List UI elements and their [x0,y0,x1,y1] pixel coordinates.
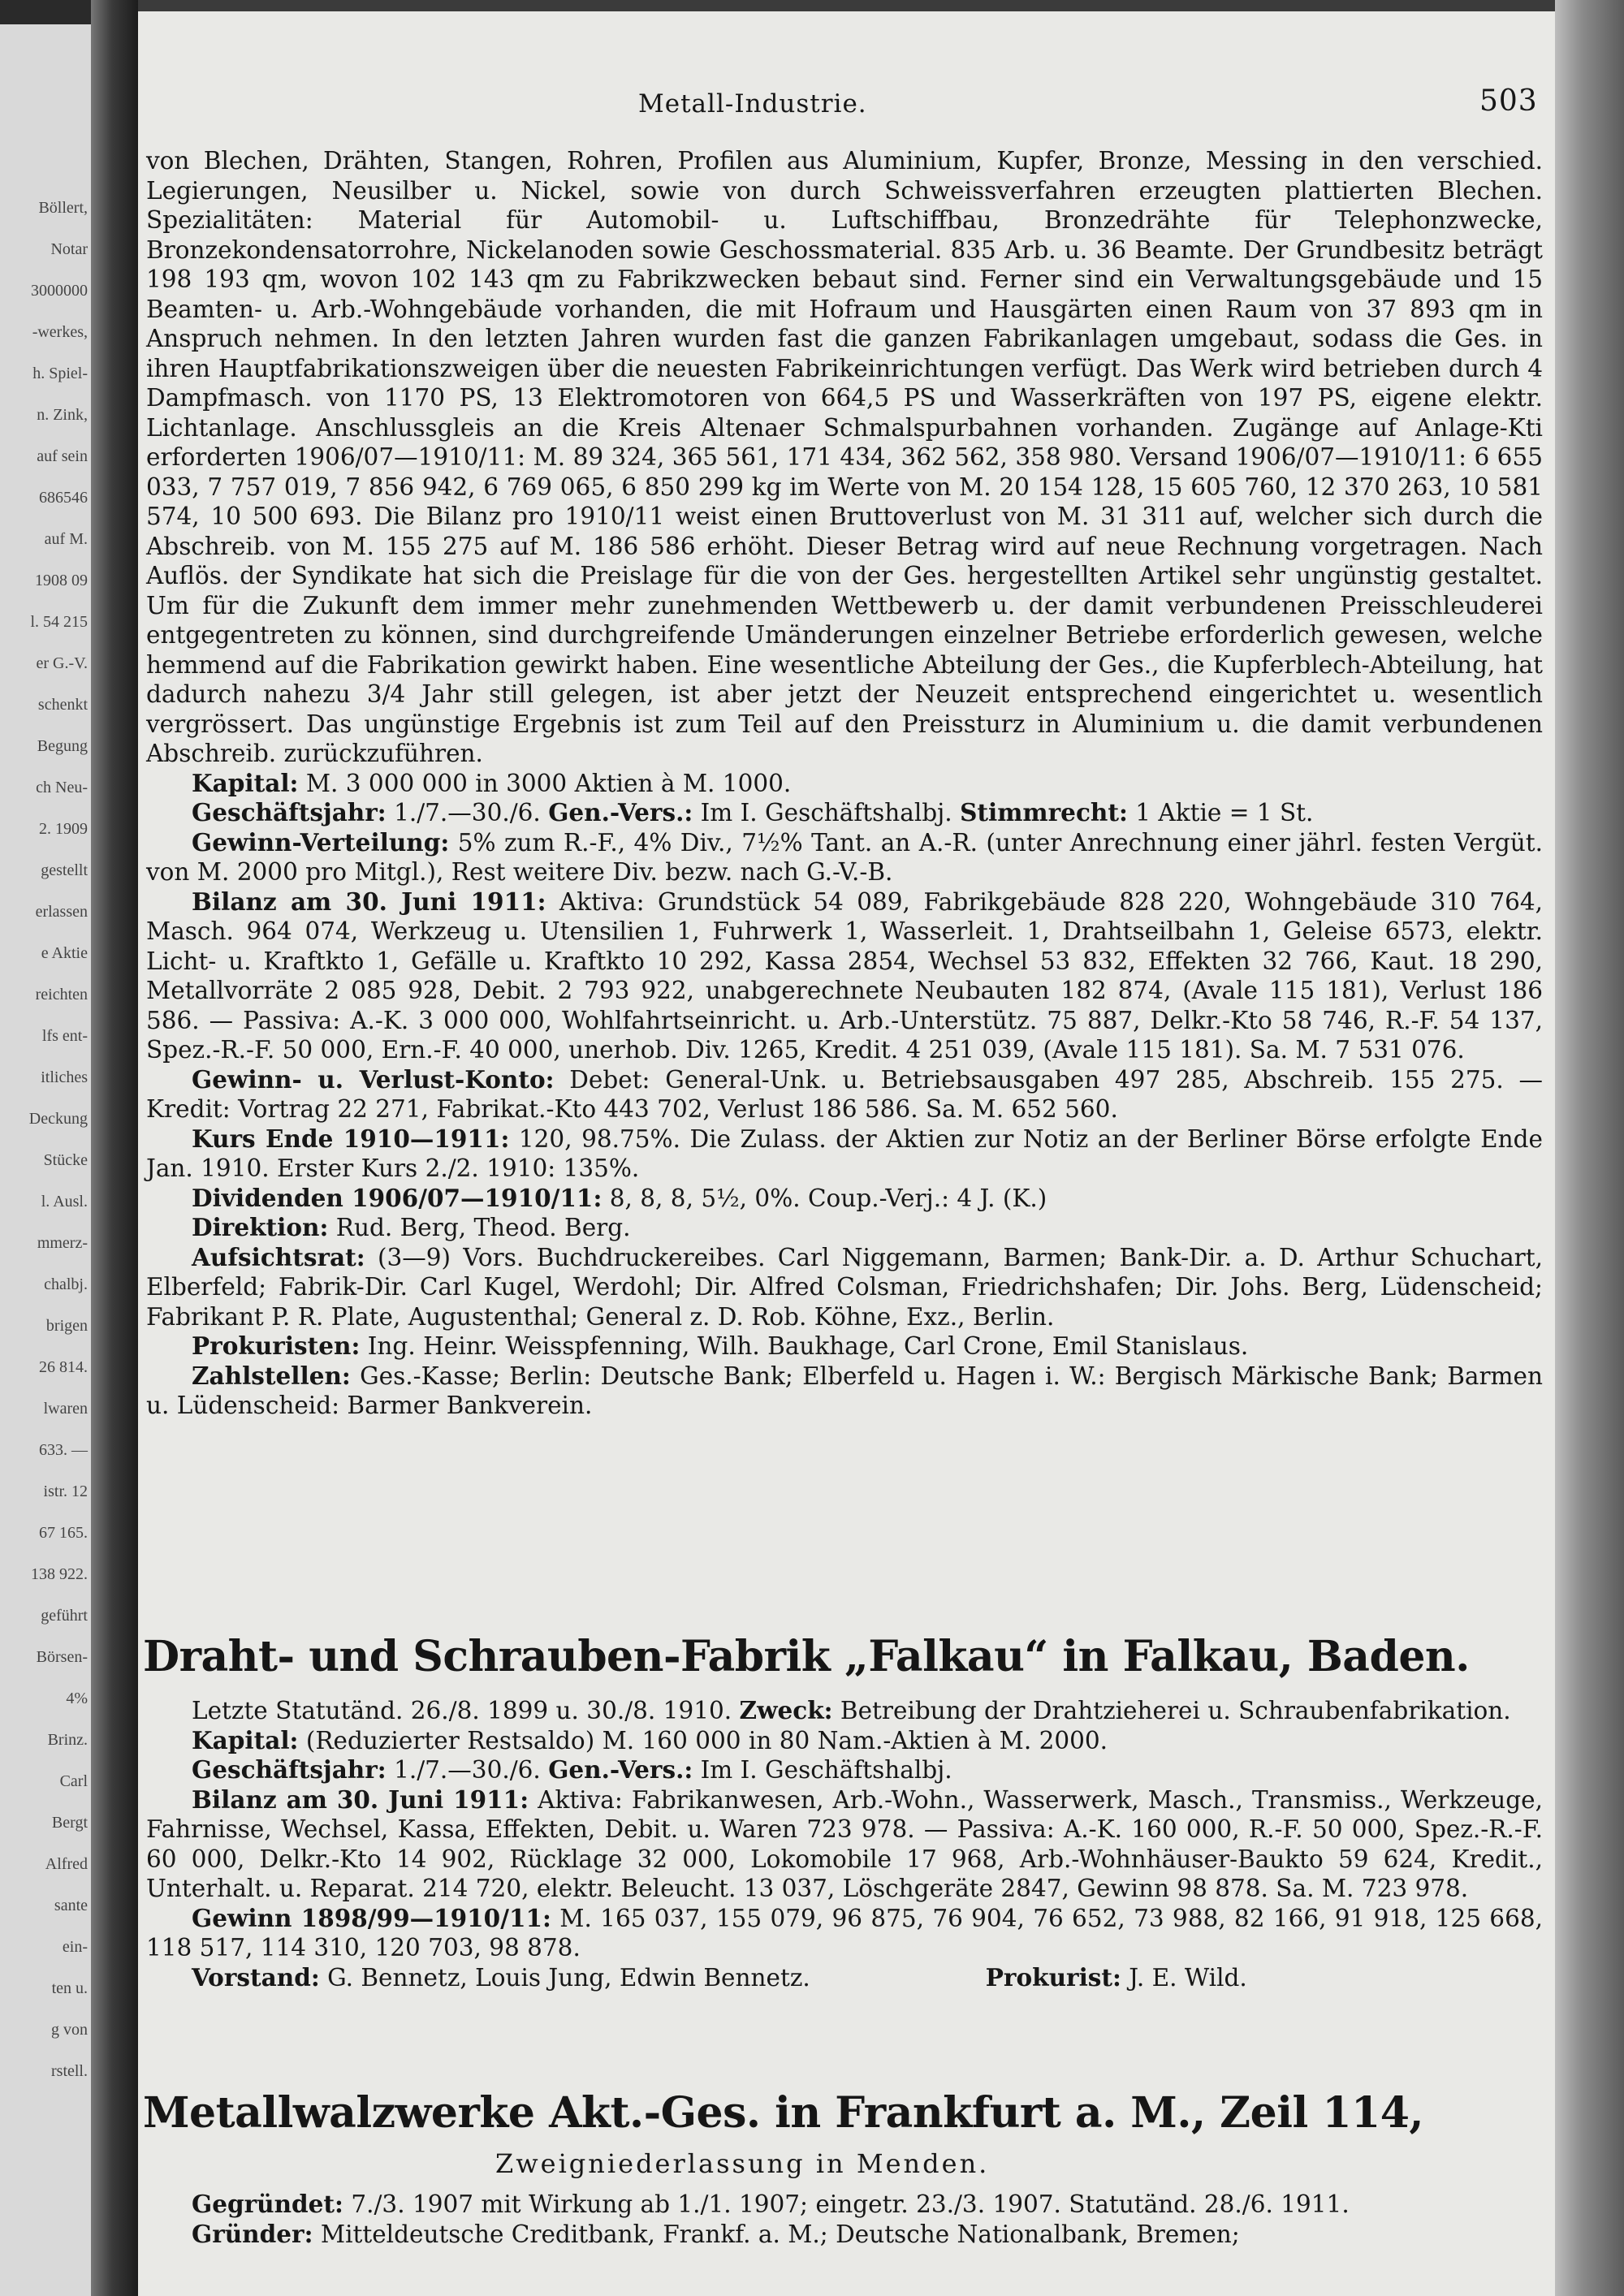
facing-page-fragment: Notar [50,240,88,258]
facing-page-fragment: 3000000 [31,282,88,300]
facing-page-fragment: auf M. [44,530,88,548]
zahlstellen: Zahlstellen: Ges.-Kasse; Berlin: Deutsche Bank; Elberfeld u. Hagen i. W.: Bergisch Märkische Bank; Barmen u. Lüdenscheid: Barmer Bankverein. [146,1361,1543,1419]
geschaeftsjahr-line: Geschäftsjahr: 1./7.—30./6. Gen.-Vers.: Im I. Geschäftshalbj. Stimmrecht: 1 Aktie = 1 St. [192,798,1314,826]
facing-page-fragment: geführt [41,1607,88,1625]
facing-page-fragment: 686546 [39,489,88,507]
bilanz: Bilanz am 30. Juni 1911: Aktiva: Fabrikanwesen, Arb.-Wohn., Wasserwerk, Masch., Transmiss., Werkzeuge, Fahrnisse, Wechsel, Kassa, Effekten, Debit. u. Waren 723 978. — Passiva: A.-K. 160 000, R.-F. 50 000, Spez.-R.-F. 60 000, Delkr.-Kto 14 902, Rücklage 32 000, Lokomobile 17 968, Arb.-Wohnhäuser-Baukto 59 624, Kredit., Unterhalt. u. Reparat. 214 720, elektr. Beleucht. 13 037, Löschgeräte 2847, Gewinn 98 878. Sa. M. 723 978. [146,1785,1543,1902]
facing-page-fragment: reichten [35,986,88,1003]
aufsichtsrat: Aufsichtsrat: (3—9) Vors. Buchdruckereibes. Carl Niggemann, Barmen; Bank-Dir. a. D. Arthur Schuchart, Elberfeld; Fabrik-Dir. Carl Kugel, Werdohl; Dir. Alfred Colsman, Friedrichshafen; Dir. Johs. Berg, Lüdenscheid; Fabrikant P. R. Plate, Augustenthal; General z. D. Rob. Köhne, Exz., Berlin. [146,1242,1543,1331]
facing-page-fragment: 2. 1909 [39,820,88,838]
facing-page-fragment: Stücke [43,1151,88,1169]
facing-page-fragment: 67 165. [39,1524,88,1542]
company-title-falkau: Draht- und Schrauben-Fabrik „Falkau“ in Falkau, Baden. [143,1632,1470,1681]
statut-zweck: Letzte Statutänd. 26./8. 1899 u. 30./8. 1910. Zweck: Betreibung der Drahtzieherei u. Schraubenfabrikation. [192,1696,1511,1724]
section-falkau [146,1696,1543,1992]
facing-page-fragment: lfs ent- [41,1027,88,1045]
vorstand-line: Vorstand: G. Bennetz, Louis Jung, Edwin Bennetz. Prokurist: J. E. Wild. [192,1962,1247,1992]
facing-page-fragment: ch Neu- [36,779,88,796]
facing-page-fragment: g von [51,2021,88,2039]
facing-page-fragment: Alfred [45,1855,88,1873]
facing-page-fragment: 26 814. [39,1358,88,1376]
facing-page-fragment: Carl [59,1772,88,1790]
facing-page-fragment: Deckung [28,1110,88,1128]
facing-page-fragment: ein- [62,1938,88,1956]
direktion: Direktion: Rud. Berg, Theod. Berg. [192,1213,631,1241]
facing-page-fragment: gestellt [41,861,88,879]
facing-page-fragment: 4% [66,1690,88,1707]
facing-page-fragment: er G.-V. [36,654,88,672]
page-edge-right [1555,0,1624,2296]
company-description: von Blechen, Drähten, Stangen, Rohren, Profilen aus Aluminium, Kupfer, Bronze, Messing in den verschied. Legierungen, Neusilber u. Nickel, sowie von durch Schweissverfahren erzeugten plattierten Blechen. Spezialitäten: Material für Automobil- u. Luftschiffbau, Bronzedrähte für Telephonzwecke, Bronzekondensatorrohre, Nickelanoden sowie Geschossmaterial. 835 Arb. u. 36 Beamte. Der Grundbesitz beträgt 198 193 qm, wovon 102 143 qm zu Fabrikzwecken bebaut sind. Ferner sind ein Verwaltungsgebäude und 15 Beamten- u. Arb.-Wohngebäude vorhanden, die mit Hofraum und Hausgärten einen Raum von 37 893 qm in Anspruch nehmen. In den letzten Jahren wurden fast die ganzen Fabrikanlagen umgebaut, sodass die Ges. in ihren Hauptfabrikationszweigen über die neuesten Fabrikeinrichtungen verfügt. Das Werk wird betrieben durch 4 Dampfmasch. von 1170 PS, 13 Elektromotoren von 664,5 PS und Wasserkräften von 197 PS, eigene elektr. Lichtanlage. Anschlussgleis an die Kreis Altenaer Schmalspurbahnen vorhanden. Zugänge auf Anlage-Kti erforderten 1906/07—1910/11: M. 89 324, 365 561, 171 434, 362 562, 358 980. Versand 1906/07—1910/11: 6 655 033, 7 757 019, 7 856 942, 6 769 065, 6 850 299 kg im Werte von M. 20 154 128, 15 605 760, 12 370 263, 10 581 574, 10 500 693. Die Bilanz pro 1910/11 weist einen Bruttoverlust von M. 31 311 auf, welcher sich durch die Abschreib. von M. 155 275 auf M. 186 586 erhöht. Dieser Betrag wird auf neue Rechnung vorgetragen. Nach Auflös. der Syndikate hat sich die Preislage für die von der Ges. hergestellten Artikel sehr ungünstig gestaltet. Um für die Zukunft dem immer mehr zunehmenden Wettbewerb u. der damit verbundenen Preisschleuderei entgegentreten zu können, sind durchgreifende Umänderungen einzelner Betriebe erforderlich gewesen, welche hemmend auf die Fabrikation gewirkt haben. Eine wesentliche Abteilung der Ges., die Kupferblech-Abteilung, hat dadurch nahezu 3/4 Jahr still gelegen, ist aber jetzt der Neuzeit entsprechend eingerichtet u. wesentlich vergrössert. Das ungünstige Ergebnis ist zum Teil auf den Preissturz in Aluminium u. die damit verbundenen Abschreib. zurückzuführen. [146,147,1543,767]
kapital-line: Kapital: M. 3 000 000 in 3000 Aktien à M. 1000. [192,768,792,797]
facing-page-fragment: brigen [45,1317,88,1335]
facing-page-fragment: lwaren [43,1400,88,1418]
facing-page-fragment: sante [54,1897,88,1914]
facing-page-fragment: l. 54 215 [30,613,88,631]
facing-page-fragment: l. Ausl. [41,1193,88,1211]
section-metallwalzwerke [146,2190,1543,2249]
facing-page-fragment: h. Spiel- [32,365,88,382]
facing-page-fragment: n. Zink, [37,406,88,424]
facing-page-fragment: chalbj. [44,1275,88,1293]
facing-page-fragment: Brinz. [47,1731,88,1749]
facing-page-fragment: rstell. [51,2062,88,2080]
facing-page-fragment: Böllert, [38,199,88,217]
book-page [138,11,1555,2296]
facing-page-fragment: -werkes, [32,323,88,341]
gegruendet: Gegründet: 7./3. 1907 mit Wirkung ab 1./1. 1907; eingetr. 23./3. 1907. Statutänd. 28./6. 1911. [192,2190,1350,2218]
facing-page-fragment: e Aktie [41,944,88,962]
facing-page-edge [0,24,91,2296]
facing-page-fragment: itliches [41,1068,88,1086]
facing-page-fragment: erlassen [35,903,88,921]
gewinn-verteilung: Gewinn-Verteilung: 5% zum R.-F., 4% Div., 7½% Tant. an A.-R. (unter Anrechnung einer jährl. festen Vergüt. von M. 2000 pro Mitgl.), Rest weitere Div. bezw. nach G.-V.-B. [146,827,1543,886]
book-gutter [91,0,138,2296]
facing-page-fragment: 1908 09 [35,572,88,589]
company-title-metallwalzwerke: Metallwalzwerke Akt.-Ges. in Frankfurt a. M., Zeil 114, [143,2088,1423,2138]
facing-page-fragment: schenkt [37,696,88,714]
section-company-continued [146,146,1543,1421]
facing-page-fragment: Börsen- [36,1648,88,1666]
company-subtitle: Zweigniederlassung in Menden. [495,2148,990,2179]
facing-page-fragment: 138 922. [31,1565,88,1583]
geschaeftsjahr-line: Geschäftsjahr: 1./7.—30./6. Gen.-Vers.: Im I. Geschäftshalbj. [192,1755,952,1784]
prokuristen: Prokuristen: Ing. Heinr. Weisspfenning, Wilh. Baukhage, Carl Crone, Emil Stanislaus. [192,1331,1249,1360]
facing-page-fragment: auf sein [37,447,88,465]
kurs: Kurs Ende 1910—1911: 120, 98.75%. Die Zulass. der Aktien zur Notiz an der Berliner Börse erfolgte Ende Jan. 1910. Erster Kurs 2./2. 1910: 135%. [146,1124,1543,1182]
facing-page-fragment: ten u. [51,1979,88,1997]
gewinn-verlust-konto: Gewinn- u. Verlust-Konto: Debet: General-Unk. u. Betriebsausgaben 497 285, Abschreib. 155 275. — Kredit: Vortrag 22 271, Fabrikat.-Kto 443 702, Verlust 186 586. Sa. M. 652 560. [146,1064,1543,1123]
running-head: Metall-Industrie. [638,89,867,119]
page-number: 503 [1479,84,1538,118]
gewinn-history: Gewinn 1898/99—1910/11: M. 165 037, 155 079, 96 875, 76 904, 76 652, 73 988, 82 166, 91 918, 125 668, 118 517, 114 310, 120 703, 98 878. [146,1903,1543,1962]
dividenden: Dividenden 1906/07—1910/11: 8, 8, 8, 5½, 0%. Coup.-Verj.: 4 J. (K.) [192,1183,1047,1212]
facing-page-fragment: mmerz- [37,1234,88,1252]
facing-page-fragment: istr. 12 [43,1482,88,1500]
facing-page-fragment: Begung [37,737,88,755]
facing-page-fragment: Bergt [51,1814,88,1832]
bilanz: Bilanz am 30. Juni 1911: Aktiva: Grundstück 54 089, Fabrikgebäude 828 220, Wohngebäude 310 764, Masch. 964 074, Werkzeug u. Utensilien 1, Fuhrwerk 1, Wasserleit. 1, Drahtseilbahn 1, Geleise 6573, elektr. Licht- u. Kraftkto 1, Gefälle u. Kraftkto 10 292, Kassa 2854, Wechsel 53 832, Effekten 32 766, Kaut. 18 290, Metallvorräte 2 085 928, Debit. 2 793 922, unabgerechnete Neubauten 182 874, (Avale 115 181), Verlust 186 586. — Passiva: A.-K. 3 000 000, Wohlfahrtseinricht. u. Arb.-Unterstütz. 75 887, Delkr.-Kto 58 746, R.-F. 54 137, Spez.-R.-F. 50 000, Ern.-F. 40 000, unerhob. Div. 1265, Kredit. 4 251 039, (Avale 115 181). Sa. M. 7 531 076. [146,887,1543,1064]
gruender: Gründer: Mitteldeutsche Creditbank, Frankf. a. M.; Deutsche Nationalbank, Bremen; [192,2219,1240,2248]
kapital-line: Kapital: (Reduzierter Restsaldo) M. 160 000 in 80 Nam.-Aktien à M. 2000. [192,1725,1108,1754]
facing-page-fragment: 633. — [39,1441,88,1459]
